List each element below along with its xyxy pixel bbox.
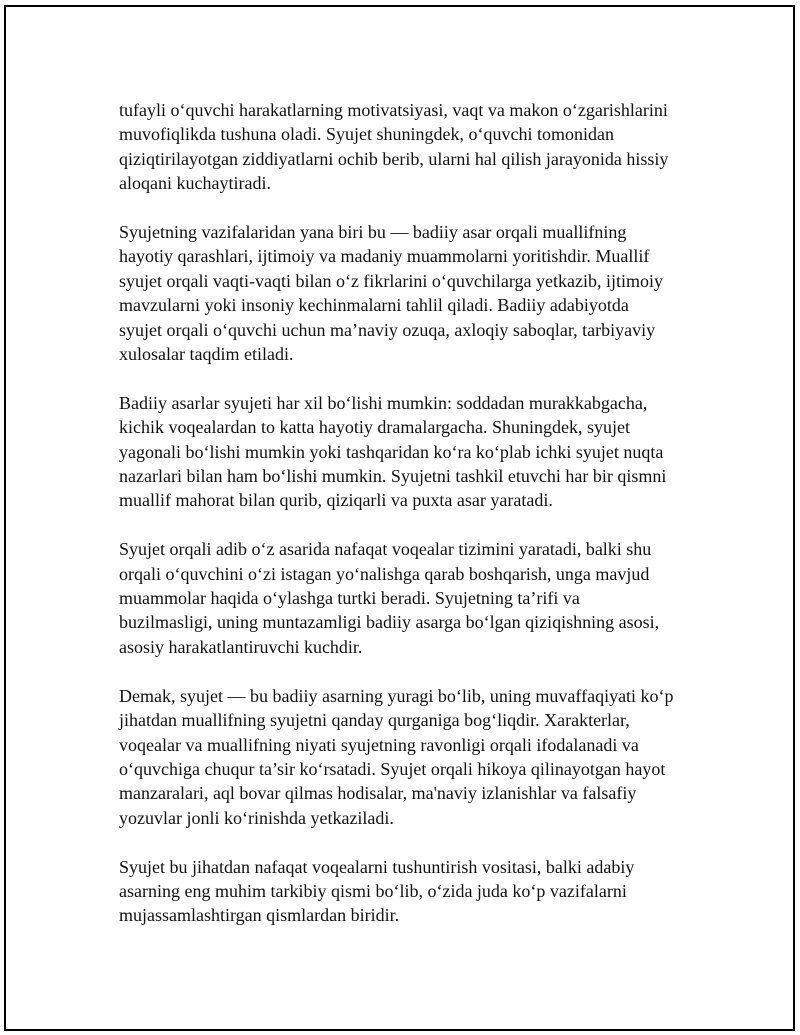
paragraph-line: nazarlari bilan ham bo‘lishi mumkin. Syujetni tashkil etuvchi har bir qismni: [119, 466, 667, 487]
paragraph-line: asarning eng muhim tarkibiy qismi bo‘lib, o‘zida juda ko‘p vazifalarni: [119, 880, 627, 901]
paragraph-line: Syujet bu jihatdan nafaqat voqealarni tushuntirish vositasi, balki adabiy: [119, 856, 635, 877]
paragraph-2: [119, 220, 709, 366]
paragraph-line: syujet orqali vaqti-vaqti bilan o‘z fikrlarini o‘quvchilarga yetkazib, ijtimoiy: [119, 270, 664, 291]
paragraph-line: voqealar va muallifning niyati syujetning ravonligi orqali ifodalanadi va: [119, 734, 639, 755]
paragraph-4: [119, 537, 709, 659]
paragraph-line: asosiy harakatlantiruvchi kuchdir.: [119, 636, 363, 657]
paragraph-line: muammolar haqida o‘ylashga turtki beradi. Syujetning ta’rifi va: [119, 588, 580, 609]
paragraph-line: muvofiqlikda tushuna oladi. Syujet shuningdek, o‘quvchi tomonidan: [119, 124, 614, 145]
paragraph-line: Badiiy asarlar syujeti har xil bo‘lishi mumkin: soddadan murakkabgacha,: [119, 392, 648, 413]
paragraph-line: muallif mahorat bilan qurib, qiziqarli va puxta asar yaratadi.: [119, 490, 553, 511]
paragraph-6: [119, 855, 709, 928]
paragraph-line: Syujet orqali adib o‘z asarida nafaqat voqealar tizimini yaratadi, balki shu: [119, 539, 652, 560]
document-body: [119, 98, 709, 952]
paragraph-line: syujet orqali o‘quvchi uchun ma’naviy ozuqa, axloqiy saboqlar, tarbiyaviy: [119, 319, 656, 340]
paragraph-line: manzaralari, aql bovar qilmas hodisalar, ma'naviy izlanishlar va falsafiy: [119, 783, 637, 804]
paragraph-line: o‘quvchiga chuqur ta’sir ko‘rsatadi. Syujet orqali hikoya qilinayotgan hayot: [119, 758, 666, 779]
paragraph-line: yozuvlar jonli ko‘rinishda yetkaziladi.: [119, 807, 394, 828]
paragraph-3: [119, 391, 709, 513]
page-frame: [4, 5, 795, 1031]
paragraph-line: kichik voqealardan to katta hayotiy dramalargacha. Shuningdek, syujet: [119, 417, 631, 438]
paragraph-line: hayotiy qarashlari, ijtimoiy va madaniy muammolarni yoritishdir. Muallif: [119, 246, 650, 267]
paragraph-line: buzilmasligi, uning muntazamligi badiiy asarga bo‘lgan qiziqishning asosi,: [119, 612, 660, 633]
paragraph-line: orqali o‘quvchini o‘zi istagan yo‘nalishga qarab boshqarish, unga mavjud: [119, 563, 650, 584]
paragraph-1: [119, 98, 709, 196]
paragraph-line: mavzularni yoki insoniy kechinmalarni tahlil qiladi. Badiiy adabiyotda: [119, 295, 629, 316]
paragraph-line: Demak, syujet — bu badiiy asarning yuragi bo‘lib, uning muvaffaqiyati ko‘p: [119, 685, 674, 706]
paragraph-line: tufayli o‘quvchi harakatlarning motivatsiyasi, vaqt va makon o‘zgarishlarini: [119, 100, 668, 120]
paragraph-line: aloqani kuchaytiradi.: [119, 173, 271, 194]
paragraph-line: yagonali bo‘lishi mumkin yoki tashqaridan ko‘ra ko‘plab ichki syujet nuqta: [119, 441, 664, 462]
paragraph-line: Syujetning vazifalaridan yana biri bu — badiiy asar orqali muallifning: [119, 222, 627, 243]
paragraph-line: qiziqtirilayotgan ziddiyatlarni ochib berib, ularni hal qilish jarayonida hissiy: [119, 148, 669, 169]
paragraph-5: [119, 684, 709, 830]
paragraph-line: mujassamlashtirgan qismlardan biridir.: [119, 905, 400, 926]
paragraph-line: jihatdan muallifning syujetni qanday qurganiga bog‘liqdir. Xarakterlar,: [119, 710, 630, 731]
paragraph-line: xulosalar taqdim etiladi.: [119, 344, 294, 365]
